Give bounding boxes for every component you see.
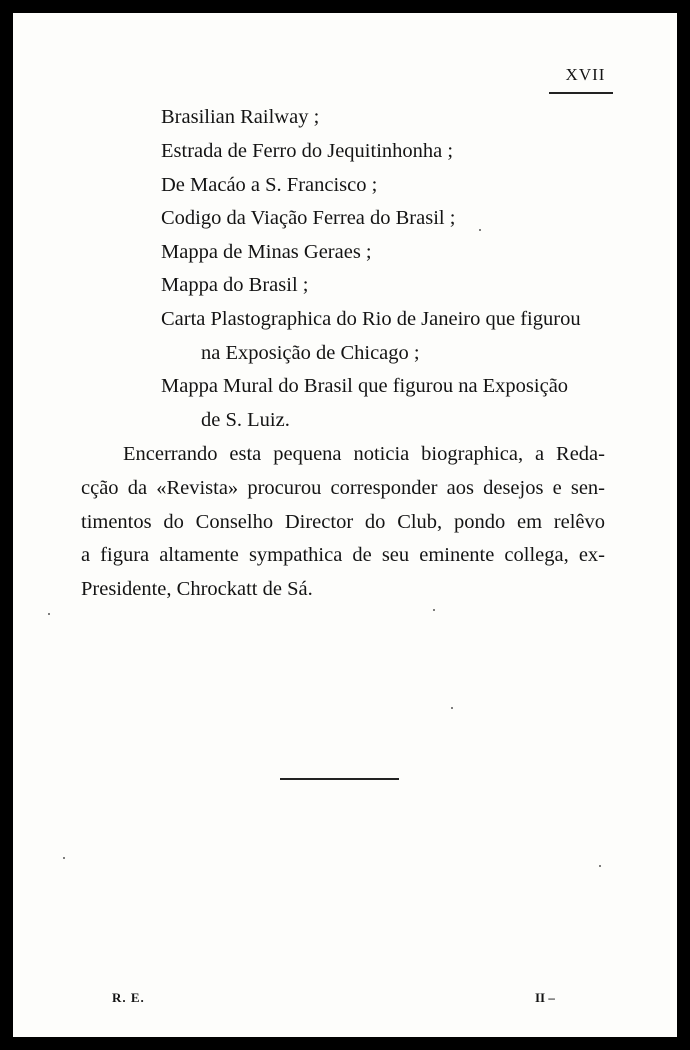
paper-speck — [479, 229, 481, 231]
paragraph-line: cção da «Revista» procurou corresponder aos desejos e sen- — [81, 477, 605, 499]
paragraph-line: a figura altamente sympathica de seu eminente collega, ex- — [81, 544, 605, 566]
footer-signature-left: R. E. — [112, 990, 145, 1005]
page-number: XVII — [565, 65, 606, 84]
page-number-underline — [549, 92, 613, 94]
list-item-continuation: na Exposição de Chicago ; — [201, 342, 420, 364]
list-item: De Macáo a S. Francisco ; — [161, 174, 378, 196]
paper-speck — [48, 613, 50, 615]
list-item: Codigo da Viação Ferrea do Brasil ; — [161, 207, 456, 229]
footer-signature-right: II – — [535, 990, 555, 1005]
document-page — [13, 13, 677, 1037]
paragraph-line: timentos do Conselho Director do Club, pondo em relêvo — [81, 511, 605, 533]
list-item: Estrada de Ferro do Jequitinhonha ; — [161, 140, 454, 162]
paragraph-line: Encerrando esta pequena noticia biographica, a Reda- — [123, 443, 605, 465]
paper-speck — [451, 707, 453, 709]
section-separator — [280, 778, 399, 780]
list-item-continuation: de S. Luiz. — [201, 409, 290, 431]
paper-speck — [433, 609, 435, 611]
list-item: Carta Plastographica do Rio de Janeiro que figurou — [161, 308, 581, 330]
paper-speck — [599, 865, 601, 867]
paper-speck — [63, 857, 65, 859]
list-item: Mappa do Brasil ; — [161, 274, 309, 296]
list-item: Brasilian Railway ; — [161, 106, 320, 128]
list-item: Mappa de Minas Geraes ; — [161, 241, 372, 263]
paragraph-line: Presidente, Chrockatt de Sá. — [81, 578, 313, 600]
list-item: Mappa Mural do Brasil que figurou na Exposição — [161, 375, 569, 397]
